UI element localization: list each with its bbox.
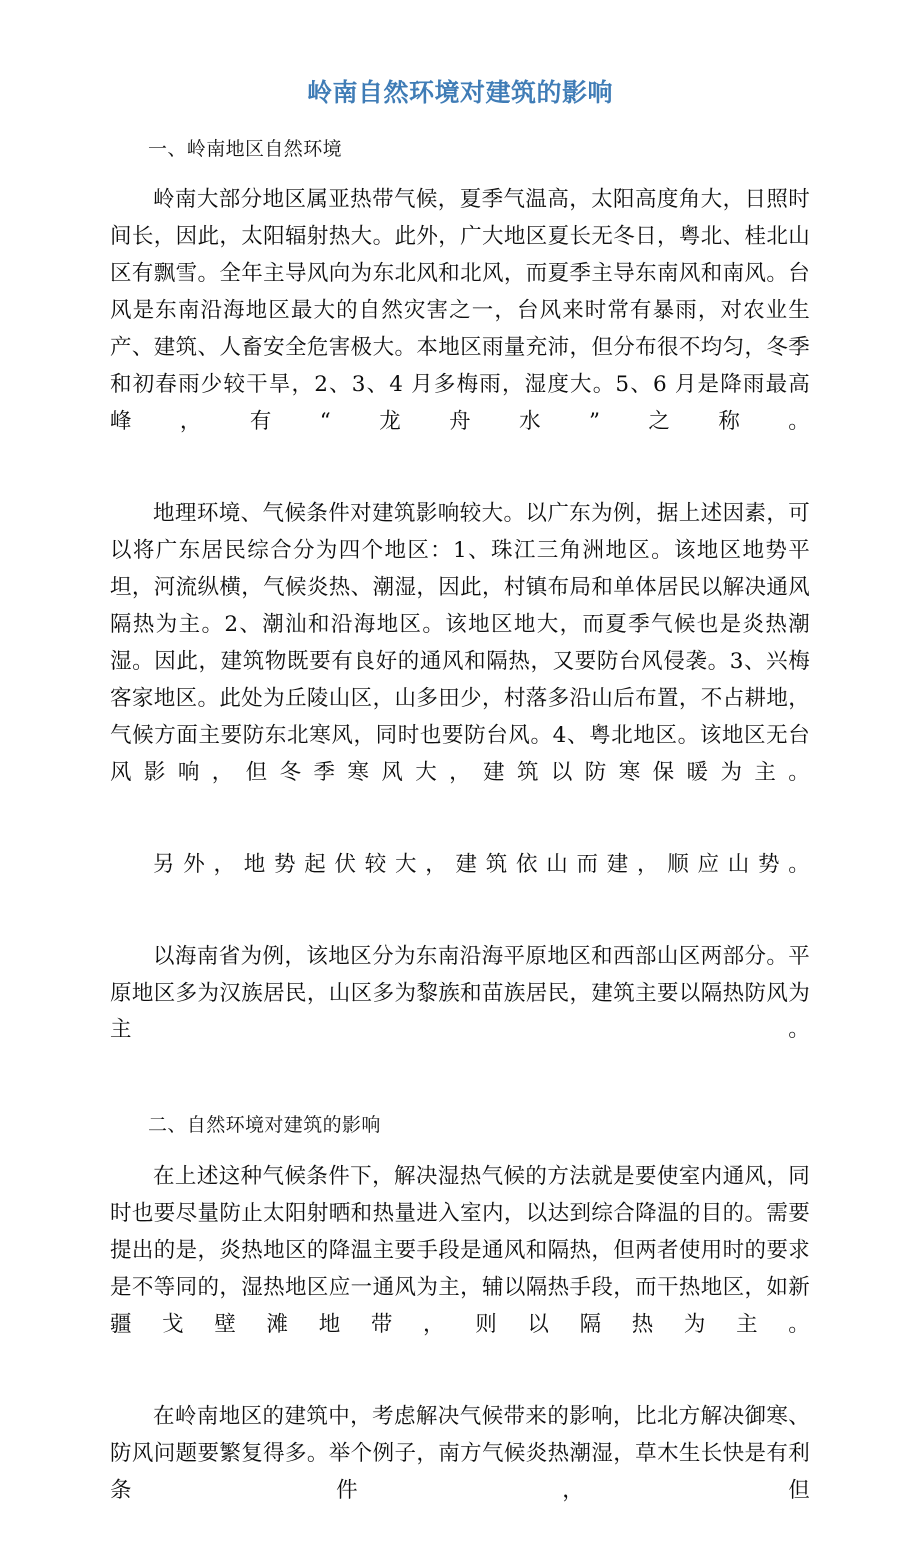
section-heading-2: 二、自然环境对建筑的影响 xyxy=(148,1114,381,1137)
paragraph-1-2: 地理环境、气候条件对建筑影响较大。以广东为例，据上述因素，可以将广东居民综合分为四个地区：1、珠江三角洲地区。该地区地势平坦，河流纵横，气候炎热、潮湿，因此，村镇布局和单体居民以解决通风隔热为主。2、潮汕和沿海地区。该地区地大，而夏季气候也是炎热潮湿。因此，建筑物既要有良好的通风和隔热，又要防台风侵袭。3、兴梅客家地区。此处为丘陵山区，山多田少，村落多沿山后布置，不占耕地，气候方面主要防东北寒风，同时也要防台风。4、粤北地区。该地区无台风影响，但冬季寒风大，建筑以防寒保暖为主。 xyxy=(110,500,810,785)
paragraph-1-1: 岭南大部分地区属亚热带气候，夏季气温高，太阳高度角大，日照时间长，因此，太阳辐射热大。此外，广大地区夏长无冬日，粤北、桂北山区有飘雪。全年主导风向为东北风和北风，而夏季主导东南风和南风。台风是东南沿海地区最大的自然灾害之一，台风来时常有暴雨，对农业生产、建筑、人畜安全危害极大。本地区雨量充沛，但分布很不均匀，冬季和初春雨少较干旱，2、3、4 月多梅雨，湿度大。5、6 月是降雨最高峰，有“龙舟水”之称。 xyxy=(110,187,810,434)
paragraph-2-2: 在岭南地区的建筑中，考虑解决气候带来的影响，比北方解决御寒、防风问题要繁复得多。举个例子，南方气候炎热潮湿，草木生长快是有利条件，但 xyxy=(110,1403,810,1503)
section-heading-1: 一、岭南地区自然环境 xyxy=(148,137,343,160)
paragraph-2-1: 在上述这种气候条件下，解决湿热气候的方法就是要使室内通风，同时也要尽量防止太阳射晒和热量进入室内，以达到综合降温的目的。需要提出的是，炎热地区的降温主要手段是通风和隔热，但两者使用时的要求是不等同的，湿热地区应一通风为主，辅以隔热手段，而干热地区，如新疆戈壁滩地带，则以隔热为主。 xyxy=(110,1163,810,1337)
paragraph-1-3: 另外，地势起伏较大，建筑依山而建，顺应山势。 xyxy=(153,851,810,877)
page-title: 岭南自然环境对建筑的影响 xyxy=(306,78,613,107)
paragraph-1-4: 以海南省为例，该地区分为东南沿海平原地区和西部山区两部分。平原地区多为汉族居民，山区多为黎族和苗族居民，建筑主要以隔热防风为主。 xyxy=(110,943,810,1043)
